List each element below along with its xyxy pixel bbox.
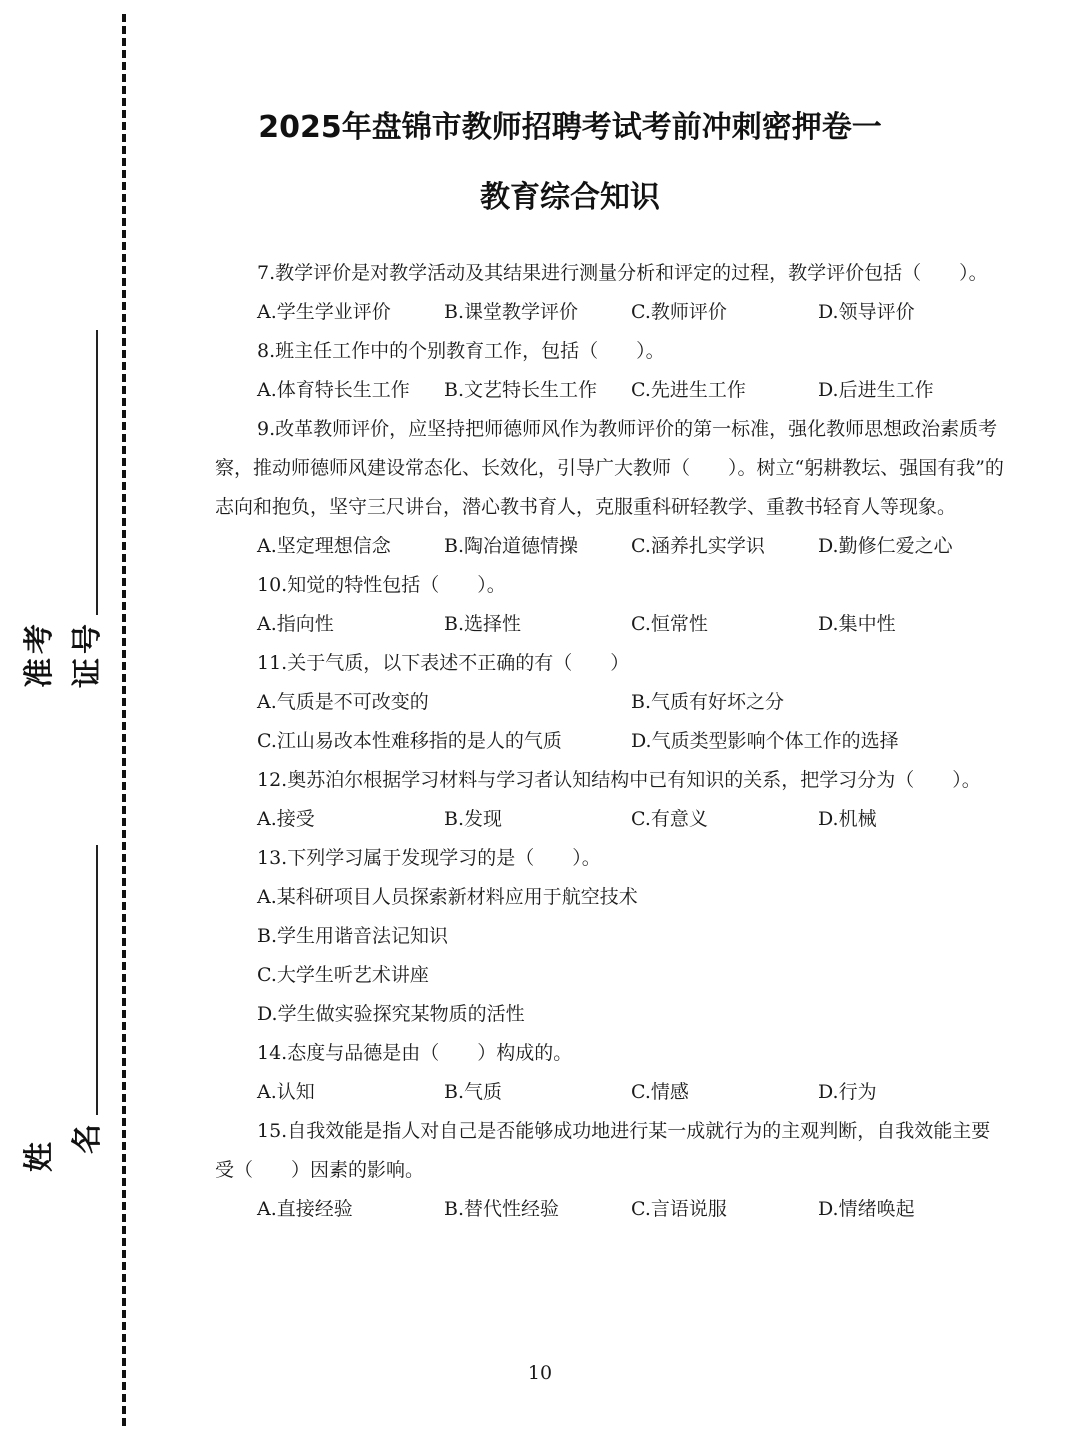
option: A.认知 bbox=[257, 1081, 315, 1103]
name-label-part1: 姓 bbox=[22, 1142, 57, 1172]
exam-title: 2025年盘锦市教师招聘考试考前冲刺密押卷一 bbox=[258, 110, 882, 145]
option-row bbox=[257, 371, 1005, 410]
option-row bbox=[257, 683, 1005, 722]
option: A.指向性 bbox=[257, 613, 334, 635]
question-stem: 11.关于气质，以下表述不正确的有（ ） bbox=[257, 652, 630, 674]
option: A.坚定理想信念 bbox=[257, 535, 391, 557]
option: D.行为 bbox=[818, 1081, 877, 1103]
option: B.课堂教学评价 bbox=[444, 301, 579, 323]
option: D.后进生工作 bbox=[818, 379, 934, 401]
option-row bbox=[257, 878, 1005, 917]
exam-id-label-part2: 号 证 bbox=[70, 624, 105, 688]
option: C.大学生听艺术讲座 bbox=[257, 964, 429, 986]
option: C.情感 bbox=[631, 1081, 689, 1103]
binding-dashed-line bbox=[122, 14, 126, 1426]
question-stem: 14.态度与品德是由（ ）构成的。 bbox=[257, 1042, 573, 1064]
option: B.学生用谐音法记知识 bbox=[257, 925, 449, 947]
option-row bbox=[257, 293, 1005, 332]
question-stem: 10.知觉的特性包括（ ）。 bbox=[257, 574, 506, 596]
exam-subtitle: 教育综合知识 bbox=[480, 180, 660, 215]
option: C.教师评价 bbox=[631, 301, 727, 323]
option: B.替代性经验 bbox=[444, 1198, 560, 1220]
option-row bbox=[257, 722, 1005, 761]
question-stem: 9.改革教师评价，应坚持把师德师风作为教师评价的第一标准，强化教师思想政治素质考察，推动师德师风建设常态化、长效化，引导广大教师（ ）。树立“躬耕教坛、强国有我”的志向和抱负，坚守三尺讲台，潜心教书育人，克服重科研轻教学、重教书轻育人等现象。 bbox=[215, 418, 1004, 518]
exam-id-label-part1: 考 准 bbox=[22, 624, 57, 688]
option-row bbox=[257, 800, 1005, 839]
option: D.情绪唤起 bbox=[818, 1198, 915, 1220]
option: A.体育特长生工作 bbox=[257, 379, 410, 401]
question-stem: 12.奥苏泊尔根据学习材料与学习者认知结构中已有知识的关系，把学习分为（ ）。 bbox=[257, 769, 981, 791]
option: D.学生做实验探究某物质的活性 bbox=[257, 1003, 525, 1025]
option: B.文艺特长生工作 bbox=[444, 379, 598, 401]
option: D.勤修仁爱之心 bbox=[818, 535, 953, 557]
option: B.选择性 bbox=[444, 613, 522, 635]
option: B.陶冶道德情操 bbox=[444, 535, 579, 557]
option: B.发现 bbox=[444, 808, 503, 830]
option: C.先进生工作 bbox=[631, 379, 746, 401]
question-stem: 7.教学评价是对教学活动及其结果进行测量分析和评定的过程，教学评价包括（ ）。 bbox=[257, 262, 988, 284]
option: A.接受 bbox=[257, 808, 315, 830]
option: C.恒常性 bbox=[631, 613, 708, 635]
option-row bbox=[257, 1073, 1005, 1112]
exam-id-fill-line[interactable] bbox=[96, 330, 98, 615]
page-number: 10 bbox=[527, 1362, 553, 1384]
option: C.有意义 bbox=[631, 808, 708, 830]
question-list bbox=[215, 254, 1005, 1229]
option: C.涵养扎实学识 bbox=[631, 535, 765, 557]
option-row bbox=[257, 605, 1005, 644]
question-stem: 8.班主任工作中的个别教育工作，包括（ ）。 bbox=[257, 340, 665, 362]
option: A.学生学业评价 bbox=[257, 301, 391, 323]
option-row bbox=[257, 956, 1005, 995]
option-row bbox=[257, 527, 1005, 566]
name-fill-line[interactable] bbox=[96, 845, 98, 1115]
question-stem: 15.自我效能是指人对自己是否能够成功地进行某一成就行为的主观判断，自我效能主要受（ ）因素的影响。 bbox=[215, 1120, 991, 1181]
question-stem: 13.下列学习属于发现学习的是（ ）。 bbox=[257, 847, 601, 869]
option: C.江山易改本性难移指的是人的气质 bbox=[257, 730, 562, 752]
option: D.气质类型影响个体工作的选择 bbox=[631, 730, 899, 752]
option: A.直接经验 bbox=[257, 1198, 353, 1220]
option: A.某科研项目人员探索新材料应用于航空技术 bbox=[257, 886, 638, 908]
option-row bbox=[257, 1190, 1005, 1229]
option-row bbox=[257, 917, 1005, 956]
option: D.集中性 bbox=[818, 613, 896, 635]
name-label-part2: 名 bbox=[70, 1124, 105, 1154]
option: C.言语说服 bbox=[631, 1198, 727, 1220]
option: A.气质是不可改变的 bbox=[257, 691, 429, 713]
option: D.机械 bbox=[818, 808, 877, 830]
option: B.气质有好坏之分 bbox=[631, 691, 785, 713]
option: B.气质 bbox=[444, 1081, 503, 1103]
option-row bbox=[257, 995, 1005, 1034]
option: D.领导评价 bbox=[818, 301, 915, 323]
